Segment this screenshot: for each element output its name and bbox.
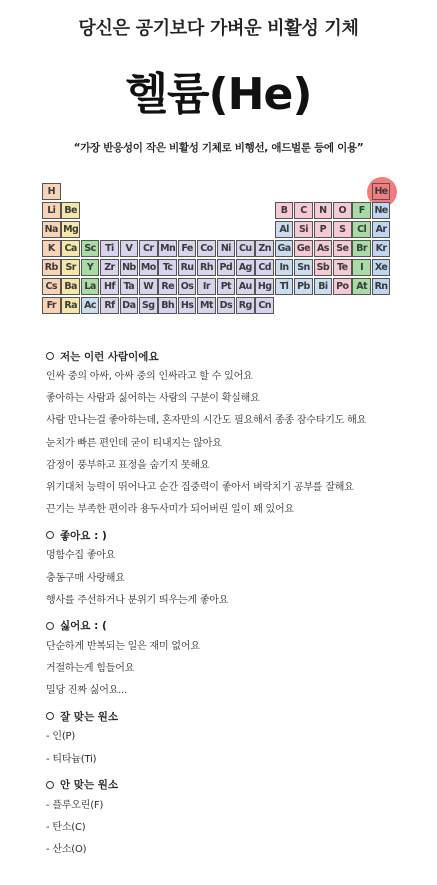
element-cell-as: As xyxy=(314,240,333,257)
element-cell-at: At xyxy=(352,278,371,295)
element-cell-rf: Rf xyxy=(100,297,119,314)
element-cell-tc: Tc xyxy=(158,259,177,276)
page-title: 헬륨(He) xyxy=(125,69,312,120)
element-cell-sg: Sg xyxy=(139,297,158,314)
section-line: 충동구매 사랑해요 xyxy=(46,572,125,584)
section-heading xyxy=(46,525,426,545)
element-cell-mo: Mo xyxy=(139,259,158,276)
element-cell-pt: Pt xyxy=(217,278,236,295)
section-line: 밀당 진짜 싫어요... xyxy=(46,685,128,697)
element-cell-la: La xyxy=(81,278,100,295)
section-line: 멍함수집 좋아요 xyxy=(46,550,116,562)
element-cell-rb: Rb xyxy=(42,259,61,276)
periodic-table xyxy=(42,183,392,321)
element-cell-zr: Zr xyxy=(100,259,119,276)
section-heading-text: 잘 맞는 원소 xyxy=(60,710,119,723)
element-cell-cu: Cu xyxy=(236,240,255,257)
section-line: - 인(P) xyxy=(46,731,76,743)
element-cell-ac: Ac xyxy=(81,297,100,314)
element-cell-ni: Ni xyxy=(217,240,236,257)
section-line: - 산소(O) xyxy=(46,844,87,856)
element-cell-zn: Zn xyxy=(255,240,274,257)
element-cell-w: W xyxy=(139,278,158,295)
section-line: 행사를 주선하거나 분위기 띄우는게 좋아요 xyxy=(46,594,229,606)
circle-bullet-icon xyxy=(46,352,54,360)
element-cell-sc: Sc xyxy=(81,240,100,257)
element-cell-rg: Rg xyxy=(236,297,255,314)
circle-bullet-icon xyxy=(46,712,54,720)
element-cell-mt: Mt xyxy=(197,297,216,314)
element-cell-fe: Fe xyxy=(178,240,197,257)
element-cell-pd: Pd xyxy=(217,259,236,276)
element-cell-ar: Ar xyxy=(372,221,391,238)
circle-bullet-icon xyxy=(46,531,54,539)
element-cell-cs: Cs xyxy=(42,278,61,295)
element-cell-rh: Rh xyxy=(197,259,216,276)
element-cell-br: Br xyxy=(352,240,371,257)
section-heading-text: 저는 이런 사람이에요 xyxy=(60,350,159,363)
element-cell-in: In xyxy=(275,259,294,276)
section-line: 위기대처 능력이 뛰어나고 순간 집중력이 좋아서 벼락치기 공부를 잘해요 xyxy=(46,481,354,493)
element-cell-tl: Tl xyxy=(275,278,294,295)
element-cell-se: Se xyxy=(333,240,352,257)
element-cell-mn: Mn xyxy=(158,240,177,257)
element-cell-sb: Sb xyxy=(314,259,333,276)
section-heading xyxy=(46,706,426,726)
element-cell-ir: Ir xyxy=(197,278,216,295)
element-cell-ru: Ru xyxy=(178,259,197,276)
element-cell-mg: Mg xyxy=(61,221,80,238)
element-cell-hg: Hg xyxy=(255,278,274,295)
section-heading-text: 좋아요 : ) xyxy=(60,529,107,542)
section-line: 끈기는 부족한 편이라 용두사미가 되어버린 일이 꽤 있어요 xyxy=(46,504,294,516)
element-cell-rn: Rn xyxy=(372,278,391,295)
element-quote: “가장 반응성이 작은 비활성 기체로 비행선, 애드벌룬 등에 이용” xyxy=(73,142,364,154)
element-cell-i: I xyxy=(352,259,371,276)
element-cell-nb: Nb xyxy=(120,259,139,276)
page-subtitle: 당신은 공기보다 가벼운 비활성 기체 xyxy=(78,18,359,39)
element-cell-k: K xyxy=(42,240,61,257)
section-heading xyxy=(46,616,426,636)
section-heading-text: 안 맞는 원소 xyxy=(60,779,119,792)
element-cell-ge: Ge xyxy=(294,240,313,257)
element-cell-bh: Bh xyxy=(158,297,177,314)
element-cell-si: Si xyxy=(294,221,313,238)
element-cell-n: N xyxy=(314,202,333,219)
element-cell-kr: Kr xyxy=(372,240,391,257)
profile-content xyxy=(46,346,426,865)
element-cell-ne: Ne xyxy=(372,202,391,219)
element-cell-sr: Sr xyxy=(61,259,80,276)
element-cell-he: He xyxy=(372,183,391,200)
element-cell-re: Re xyxy=(158,278,177,295)
element-cell-au: Au xyxy=(236,278,255,295)
element-cell-p: P xyxy=(314,221,333,238)
section-line: 사람 만나는걸 좋아하는데, 혼자만의 시간도 필요해서 종종 잠수타기도 해요 xyxy=(46,415,367,427)
section-heading xyxy=(46,346,426,366)
element-cell-c: C xyxy=(294,202,313,219)
element-cell-be: Be xyxy=(61,202,80,219)
section-heading xyxy=(46,775,426,795)
element-cell-ga: Ga xyxy=(275,240,294,257)
element-cell-hs: Hs xyxy=(178,297,197,314)
section-line: - 탄소(C) xyxy=(46,822,86,833)
element-cell-ba: Ba xyxy=(61,278,80,295)
element-cell-y: Y xyxy=(81,259,100,276)
element-cell-sn: Sn xyxy=(294,259,313,276)
section-line: - 플루오린(F) xyxy=(46,799,104,811)
element-cell-s: S xyxy=(333,221,352,238)
element-cell-ti: Ti xyxy=(100,240,119,257)
element-cell-ag: Ag xyxy=(236,259,255,276)
element-cell-ra: Ra xyxy=(61,297,80,314)
element-cell-cr: Cr xyxy=(139,240,158,257)
section-line: 거절하는게 힘들어요 xyxy=(46,663,135,675)
element-cell-cn: Cn xyxy=(255,297,274,314)
element-cell-bi: Bi xyxy=(314,278,333,295)
section-line: 눈치가 빠른 편인데 굳이 티내지는 않아요 xyxy=(46,437,222,449)
element-cell-ta: Ta xyxy=(120,278,139,295)
circle-bullet-icon xyxy=(46,781,54,789)
element-cell-f: F xyxy=(352,202,371,219)
circle-bullet-icon xyxy=(46,622,54,630)
section-line: - 티타늄(Ti) xyxy=(46,753,97,765)
section-line: 감정이 풍부하고 표정을 숨기지 못해요 xyxy=(46,459,210,471)
element-cell-cd: Cd xyxy=(255,259,274,276)
element-cell-xe: Xe xyxy=(372,259,391,276)
element-cell-o: O xyxy=(333,202,352,219)
element-cell-v: V xyxy=(120,240,139,257)
element-cell-co: Co xyxy=(197,240,216,257)
element-cell-cl: Cl xyxy=(352,221,371,238)
element-cell-hf: Hf xyxy=(100,278,119,295)
element-cell-fr: Fr xyxy=(42,297,61,314)
element-cell-os: Os xyxy=(178,278,197,295)
element-cell-te: Te xyxy=(333,259,352,276)
section-line: 인싸 중의 아싸, 아싸 중의 인싸라고 할 수 있어요 xyxy=(46,371,253,382)
section-heading-text: 싫어요 : ( xyxy=(60,620,107,633)
element-cell-pb: Pb xyxy=(294,278,313,295)
element-cell-h: H xyxy=(42,183,61,200)
element-cell-b: B xyxy=(275,202,294,219)
element-cell-na: Na xyxy=(42,221,61,238)
element-cell-da: Da xyxy=(120,297,139,314)
element-cell-po: Po xyxy=(333,278,352,295)
element-cell-ca: Ca xyxy=(61,240,80,257)
section-line: 단순하게 반복되는 일은 재미 없어요 xyxy=(46,640,200,652)
element-cell-al: Al xyxy=(275,221,294,238)
element-cell-ds: Ds xyxy=(217,297,236,314)
section-line: 좋아하는 사람과 싫어하는 사람의 구분이 확실해요 xyxy=(46,393,260,405)
element-cell-li: Li xyxy=(42,202,61,219)
